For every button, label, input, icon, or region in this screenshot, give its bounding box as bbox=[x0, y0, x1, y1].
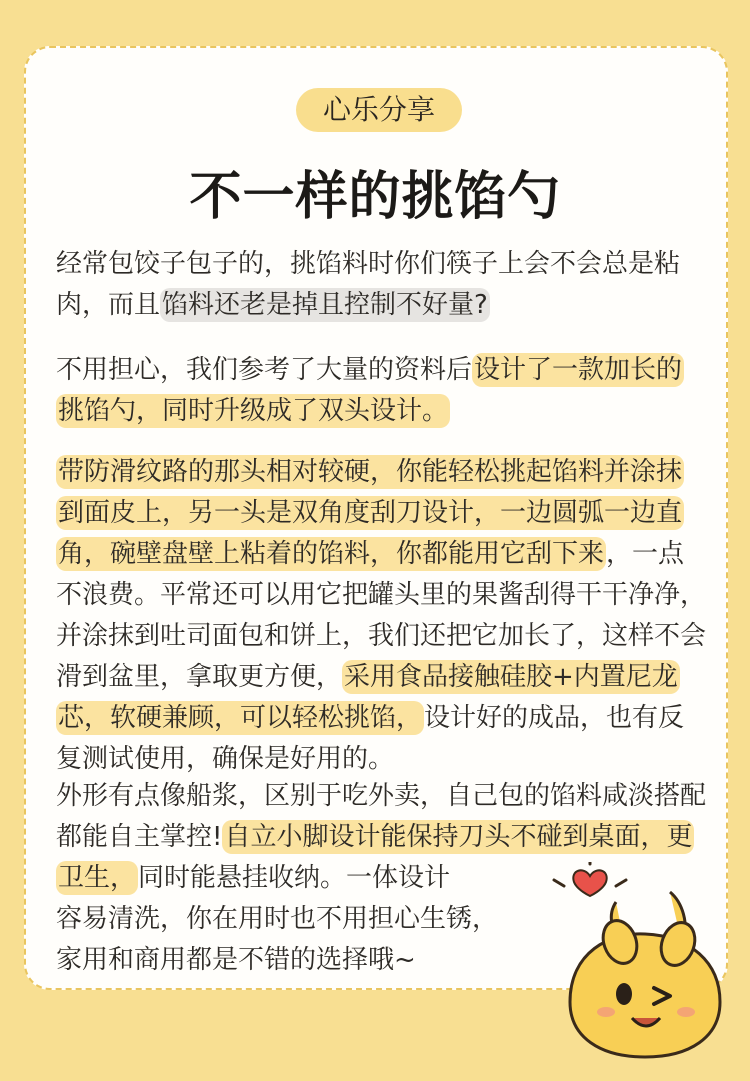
heart-hands-mascot-icon bbox=[550, 862, 740, 1062]
paragraph-2 bbox=[56, 350, 706, 432]
paragraph-4-highlight: 自立小脚设计能保持刀头不碰到桌面，更卫生， bbox=[58, 822, 693, 893]
paragraph-1-highlight: 馅料还老是掉且控制不好量? bbox=[162, 290, 488, 320]
paragraph-4-text-2: 同时能悬挂收纳。一体设计 容易清洗，你在用时也不用担心生锈， 家用和商用都是不错的选择哦~ bbox=[56, 863, 499, 975]
paragraph-3-highlight-1: 带防滑纹路的那头相对较硬，你能轻松挑起馅料并涂抹到面皮上，另一头是双角度刮刀设计，一边圆弧一边直角，碗壁盘壁上粘着的馅料，你都能用它刮下来 bbox=[58, 457, 683, 569]
paragraph-2-text: 不用担心，我们参考了大量的资料后 bbox=[56, 355, 473, 385]
paragraph-2-highlight: 设计了一款加长的挑馅勺，同时升级成了双头设计。 bbox=[58, 355, 683, 426]
page-title: 不一样的挑馅勺 bbox=[189, 167, 561, 227]
paragraph-3-highlight-2: 采用食品接触硅胶+内置尼龙芯，软硬兼顾，可以轻松挑馅， bbox=[58, 662, 678, 733]
paragraph-1 bbox=[56, 244, 706, 326]
paragraph-3 bbox=[56, 452, 706, 780]
paragraph-3-text-1: ，一点不浪费。平常还可以用它把罐头里的果酱刮得干干净净，并涂抹到吐司面包和饼上，我们还把它加长了，这样不会滑到盆里，拿取更方便， bbox=[56, 539, 707, 692]
share-tag: 心乐分享 bbox=[296, 88, 462, 132]
paragraph-1-text: 经常包饺子包子的，挑馅料时你们筷子上会不会总是粘肉，而且 bbox=[56, 249, 681, 320]
paragraph-4-text-1: 外形有点像船浆，区别于吃外卖，自己包的馅料咸淡搭配都能自主掌控! bbox=[56, 781, 707, 852]
paragraph-3-text-2: 设计好的成品，也有反复测试使用，确保是好用的。 bbox=[56, 703, 685, 774]
